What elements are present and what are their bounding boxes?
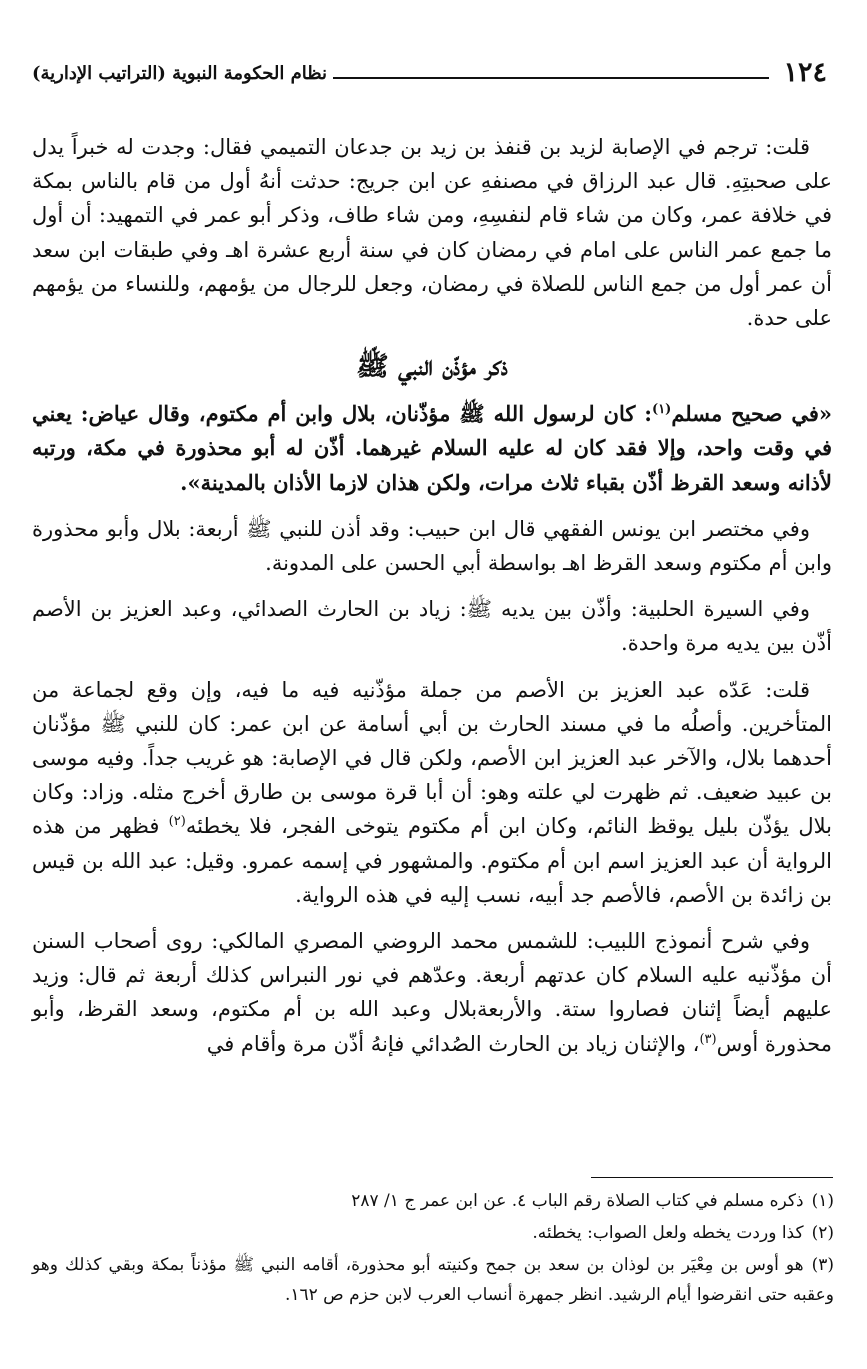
footnote-number: (١) bbox=[811, 1191, 834, 1211]
section-heading: ذكر مؤذّن النبي ﷺ bbox=[356, 351, 508, 383]
paragraph-ibn-yunus: وفي مختصر ابن يونس الفقهي قال ابن حبيب: وقد أذن للنبي ﷺ أربعة: بلال وأبو محذورة وابن أم مكتوم وسعد القرظ اهـ بواسطة أبي الحسن على المدونة. bbox=[32, 516, 832, 576]
footnotes bbox=[32, 1186, 834, 1312]
footnote-ref-3: (٣) bbox=[699, 1031, 717, 1047]
footnote-3 bbox=[32, 1250, 834, 1310]
footnote-text: كذا وردت يخطه ولعل الصواب: يخطئه. bbox=[532, 1223, 804, 1243]
quote-text-end: : كان لرسول الله ﷺ مؤذّنان، بلال وابن أم مكتوم، وقال عياض: يعني في وقت واحد، وإلا فقد كان له عليه السلام غيرهما. أذّن له أبو محذورة في مكة، ورتبه لأذانه وسعد القرظ أذّن بقباء ثلاث مرات، ولكن هذان لازما الأذان بالمدينة». bbox=[32, 401, 832, 495]
paragraph-intro: قلت: ترجم في الإصابة لزيد بن قنفذ بن زيد بن جدعان التميمي فقال: وجدت له خبراً يدل على صحبتِهِ. قال عبد الرزاق في مصنفهِ عن ابن جريج: حدثت أنهُ أول من قام بالناس بمكة في خلافة عمر، وكان من شاء قام لنفسِهِ، ومن شاء طاف، وذكر أبو عمر في التمهيد: أن أول ما جمع عمر الناس على امام في رمضان كان في سنة أربع عشرة اهـ وفي طبقات ابن سعد أن عمر أول من جمع الناس للصلاة في رمضان، وجعل للرجال من يؤمهم، وللنساء من يؤمهم على حدة. bbox=[32, 135, 832, 331]
para5-text-start: وفي شرح أنموذج اللبيب: للشمس محمد الروضي المصري المالكي: روى أصحاب السنن أن مؤذّنيه عليه السلام كان عدتهم أربعة. وعدّهم في نور النبراس كذلك أربعة ثم قال: وزيد عليهم أيضاً إثنان فصاروا ستة. والأربعةبلال وعبد الله بن أم مكتوم، وسعد القرظ، وأبو محذورة أوس bbox=[32, 929, 833, 1056]
footnote-ref-2: (٢) bbox=[168, 814, 186, 830]
header-rule bbox=[333, 59, 769, 79]
paragraph-anmudhaj bbox=[32, 924, 832, 1061]
para4-text-end: فظهر من هذه الرواية أن عبد العزيز اسم ابن أم مكتوم. والمشهور في إسمه عمرو. وقيل: عبد الله بن قيس بن زائدة بن الأصم، فالأصم جد أبيه، نسب إليه في هذه الرواية. bbox=[32, 814, 832, 907]
footnote-number: (٢) bbox=[811, 1223, 834, 1243]
footnote-ref-1: (١) bbox=[652, 402, 672, 418]
footnote-2 bbox=[32, 1218, 834, 1248]
paragraph-muslim-quote bbox=[32, 397, 832, 500]
running-title: نظام الحكومة النبوية (التراتيب الإدارية) bbox=[32, 63, 328, 84]
main-text bbox=[32, 130, 832, 1073]
page-header bbox=[32, 48, 827, 88]
paragraph-abdulaziz bbox=[32, 673, 832, 912]
footnote-text: هو أوس بن مِعْيَر بن لوذان بن سعد بن جمح وكنيته أبو محذورة، أقامه النبي ﷺ مؤذناً بمكة وبقي كذلك وهو وعقبه حتى انقرضوا أيام الرشيد. انظر جمهرة أنساب العرب لابن حزم ص ١٦٢. bbox=[32, 1255, 834, 1305]
para5-text-end: ، والإثنان زياد بن الحارث الصُدائي فإنهُ أذّن مرة وأقام في bbox=[206, 1031, 700, 1056]
para4-text-start: قلت: عَدّه عبد العزيز بن الأصم من جملة مؤذّنيه فيه ما فيه، وإن وقع لجماعة من المتأخرين. وأصلُه ما في مسند الحارث بن أبي أسامة عن ابن عمر: كان للنبي ﷺ مؤذّنان أحدهما بلال، والآخر عبد العزيز ابن الأصم، ولكن قال في الإصابة: هو غريب جداً. وفيه موسى بن عبيد ضعيف. ثم ظهرت لي علته وهو: أن أبا قرة موسى بن طارق أخرج مثله. وزاد: وكان بلال يؤذّن بليل يوقظ النائم، وكان ابن أم مكتوم يتوخى الفجر، فلا يخطئه bbox=[32, 677, 832, 839]
footnote-separator bbox=[591, 1177, 833, 1178]
footnote-text: ذكره مسلم في كتاب الصلاة رقم الباب ٤. عن ابن عمر ج ١/ ٢٨٧ bbox=[351, 1191, 804, 1211]
paragraph-halabiya: وفي السيرة الحلبية: وأذّن بين يديه ﷺ: زياد بن الحارث الصدائي، وعبد العزيز بن الأصم أذّن بين يديه مرة واحدة. bbox=[32, 597, 832, 656]
page-number: ١٢٤ bbox=[783, 57, 827, 88]
quote-text-start: «في صحيح مسلم bbox=[671, 401, 833, 427]
footnote-number: (٣) bbox=[811, 1255, 834, 1275]
footnote-1 bbox=[32, 1186, 834, 1216]
